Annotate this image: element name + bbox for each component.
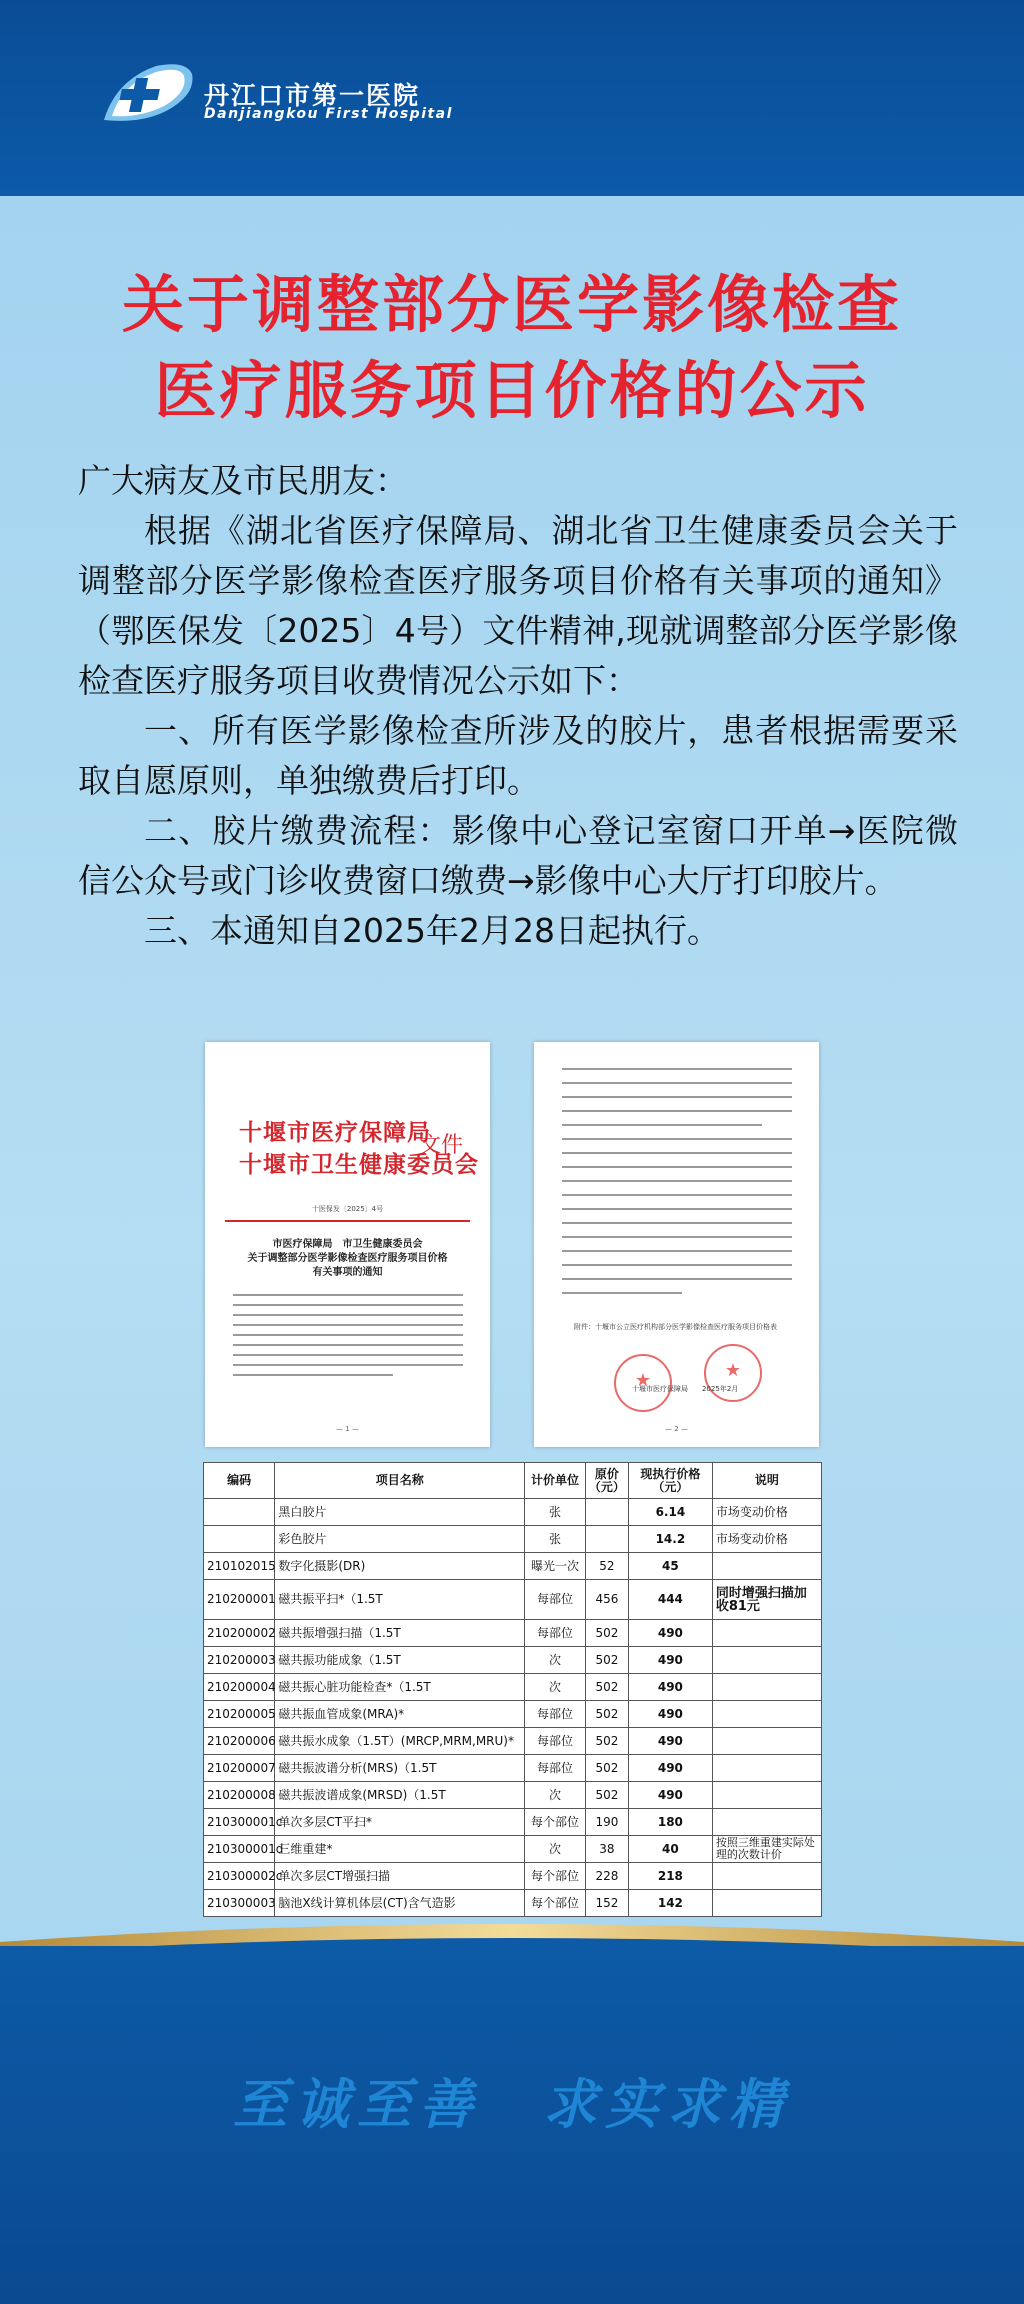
doc-subject-1: 市医疗保障局 市卫生健康委员会 [272, 1239, 423, 1250]
cell-note [712, 1701, 821, 1728]
cell-code: 210200003 [204, 1647, 275, 1674]
cell-new: 490 [628, 1755, 712, 1782]
title-line-2: 医疗服务项目价格的公示 [154, 354, 870, 427]
cell-note [712, 1620, 821, 1647]
cell-orig [585, 1499, 628, 1526]
cell-note: 市场变动价格 [712, 1499, 821, 1526]
cell-name: 磁共振功能成象（1.5T [275, 1647, 525, 1674]
cell-name: 磁共振心脏功能检查*（1.5T [275, 1674, 525, 1701]
cell-name: 三维重建* [275, 1836, 525, 1863]
table-row [204, 1499, 822, 1526]
cell-code: 210300002c [204, 1863, 275, 1890]
table-row [204, 1728, 822, 1755]
table-row [204, 1809, 822, 1836]
cell-note [712, 1890, 821, 1917]
table-row [204, 1526, 822, 1553]
cell-new: 14.2 [628, 1526, 712, 1553]
cell-unit: 张 [525, 1499, 586, 1526]
cell-note [712, 1809, 821, 1836]
cell-unit: 次 [525, 1674, 586, 1701]
cell-new: 6.14 [628, 1499, 712, 1526]
cell-unit: 次 [525, 1647, 586, 1674]
table-row [204, 1647, 822, 1674]
notice-paragraph-4: 三、本通知自2025年2月28日起执行。 [144, 911, 720, 950]
notice-title [0, 262, 1024, 434]
cell-note [712, 1755, 821, 1782]
cell-unit: 每个部位 [525, 1863, 586, 1890]
table-row [204, 1782, 822, 1809]
table-row [204, 1755, 822, 1782]
cell-orig: 502 [585, 1755, 628, 1782]
cell-name: 彩色胶片 [275, 1526, 525, 1553]
cell-unit: 每部位 [525, 1620, 586, 1647]
hospital-name-cn: 丹江口市第一医院 [204, 81, 421, 110]
cell-orig [585, 1526, 628, 1553]
cell-orig: 152 [585, 1890, 628, 1917]
red-seal-icon [614, 1354, 672, 1412]
notice-paragraph-2: 一、所有医学影像检查所涉及的胶片，患者根据需要采取自愿原则，单独缴费后打印。 [78, 711, 958, 800]
header-new: 现执行价格（元） [628, 1463, 712, 1499]
cell-new: 444 [628, 1580, 712, 1620]
price-table [203, 1462, 822, 1917]
cell-note [712, 1863, 821, 1890]
cell-code: 210300001c [204, 1809, 275, 1836]
cell-orig: 456 [585, 1580, 628, 1620]
table-row [204, 1863, 822, 1890]
cell-name: 磁共振波谱分析(MRS)（1.5T [275, 1755, 525, 1782]
cell-note: 同时增强扫描加收81元 [712, 1580, 821, 1620]
cell-unit: 每部位 [525, 1728, 586, 1755]
cell-unit: 次 [525, 1782, 586, 1809]
header-code: 编码 [204, 1463, 275, 1499]
hospital-name-en: Danjiangkou First Hospital [204, 106, 453, 122]
notice-paragraph-1: 根据《湖北省医疗保障局、湖北省卫生健康委员会关于调整部分医学影像检查医疗服务项目价格有关事项的通知》（鄂医保发〔2025〕4号）文件精神,现就调整部分医学影像检查医疗服务项目收费情况公示如下： [78, 511, 958, 700]
doc-number: 十医保发〔2025〕4号 [311, 1205, 384, 1213]
red-divider [225, 1220, 470, 1222]
cell-new: 45 [628, 1553, 712, 1580]
cell-new: 218 [628, 1863, 712, 1890]
cell-code: 210102015 [204, 1553, 275, 1580]
cell-new: 490 [628, 1674, 712, 1701]
cell-unit: 次 [525, 1836, 586, 1863]
cell-name: 磁共振增强扫描（1.5T [275, 1620, 525, 1647]
table-row [204, 1580, 822, 1620]
cell-name: 脑池X线计算机体层(CT)含气造影 [275, 1890, 525, 1917]
doc-subject-2: 关于调整部分医学影像检查医疗服务项目价格 [247, 1253, 448, 1264]
hospital-cross-logo-icon [96, 60, 196, 126]
cell-code: 210300001d [204, 1836, 275, 1863]
header-unit: 计价单位 [525, 1463, 586, 1499]
cell-orig: 502 [585, 1728, 628, 1755]
doc-attachment: 附件：十堰市公立医疗机构部分医学影像检查医疗服务项目价格表 [574, 1323, 777, 1331]
cell-name: 单次多层CT增强扫描 [275, 1863, 525, 1890]
table-row [204, 1890, 822, 1917]
cell-orig: 502 [585, 1647, 628, 1674]
cell-code: 210200008 [204, 1782, 275, 1809]
cell-name: 磁共振水成象（1.5T）(MRCP,MRM,MRU)* [275, 1728, 525, 1755]
table-row [204, 1620, 822, 1647]
cell-orig: 190 [585, 1809, 628, 1836]
header-note: 说明 [712, 1463, 821, 1499]
footer-slogan: 至诚至善 求实求精 [233, 2073, 791, 2136]
cell-code [204, 1499, 275, 1526]
doc-page-number-2: — 2 — [665, 1425, 688, 1433]
cell-new: 490 [628, 1728, 712, 1755]
cell-unit: 每部位 [525, 1580, 586, 1620]
cell-note [712, 1674, 821, 1701]
cell-unit: 每部位 [525, 1701, 586, 1728]
doc-page-number-1: — 1 — [336, 1425, 359, 1433]
cell-unit: 曝光一次 [525, 1553, 586, 1580]
cell-name: 磁共振血管成象(MRA)* [275, 1701, 525, 1728]
cell-name: 数字化摄影(DR) [275, 1553, 525, 1580]
salutation: 广大病友及市民朋友： [78, 461, 408, 500]
doc-org-1: 十堰市医疗保障局 [239, 1119, 431, 1146]
doc-signer: 十堰市医疗保障局 2025年2月 [632, 1385, 739, 1393]
table-row [204, 1674, 822, 1701]
header-name: 项目名称 [275, 1463, 525, 1499]
cell-new: 490 [628, 1701, 712, 1728]
cell-name: 黑白胶片 [275, 1499, 525, 1526]
doc-wen: 文件 [419, 1133, 464, 1158]
cell-note: 市场变动价格 [712, 1526, 821, 1553]
cell-note [712, 1728, 821, 1755]
cell-note [712, 1782, 821, 1809]
cell-code: 210200004 [204, 1674, 275, 1701]
cell-note [712, 1647, 821, 1674]
cell-unit: 每个部位 [525, 1809, 586, 1836]
cell-new: 142 [628, 1890, 712, 1917]
cell-code: 210200005 [204, 1701, 275, 1728]
table-row [204, 1553, 822, 1580]
header-orig: 原价（元） [585, 1463, 628, 1499]
cell-orig: 502 [585, 1674, 628, 1701]
cell-new: 40 [628, 1836, 712, 1863]
notice-body [78, 456, 958, 956]
cell-name: 磁共振波谱成象(MRSD)（1.5T [275, 1782, 525, 1809]
document-page-1 [205, 1042, 490, 1447]
document-page-2 [534, 1042, 819, 1447]
cell-orig: 52 [585, 1553, 628, 1580]
cell-code: 210200001 [204, 1580, 275, 1620]
doc-org-2: 十堰市卫生健康委员会 [239, 1151, 479, 1178]
table-row [204, 1701, 822, 1728]
cell-code: 210200006 [204, 1728, 275, 1755]
cell-unit: 每部位 [525, 1755, 586, 1782]
cell-unit: 张 [525, 1526, 586, 1553]
table-header-row [204, 1463, 822, 1499]
cell-name: 磁共振平扫*（1.5T [275, 1580, 525, 1620]
cell-orig: 502 [585, 1620, 628, 1647]
cell-orig: 502 [585, 1701, 628, 1728]
cell-name: 单次多层CT平扫* [275, 1809, 525, 1836]
cell-orig: 502 [585, 1782, 628, 1809]
cell-new: 180 [628, 1809, 712, 1836]
notice-paragraph-3: 二、胶片缴费流程：影像中心登记室窗口开单→医院微信公众号或门诊收费窗口缴费→影像中心大厅打印胶片。 [78, 811, 958, 900]
table-row [204, 1836, 822, 1863]
cell-code: 210200007 [204, 1755, 275, 1782]
cell-note [712, 1553, 821, 1580]
cell-note: 按照三维重建实际处理的次数计价 [712, 1836, 821, 1863]
cell-unit: 每个部位 [525, 1890, 586, 1917]
cell-code [204, 1526, 275, 1553]
doc-subject-3: 有关事项的通知 [312, 1267, 383, 1278]
title-line-1: 关于调整部分医学影像检查 [121, 268, 902, 341]
cell-new: 490 [628, 1647, 712, 1674]
cell-new: 490 [628, 1620, 712, 1647]
cell-code: 210200002 [204, 1620, 275, 1647]
cell-orig: 38 [585, 1836, 628, 1863]
cell-code: 210300003 [204, 1890, 275, 1917]
cell-orig: 228 [585, 1863, 628, 1890]
cell-new: 490 [628, 1782, 712, 1809]
